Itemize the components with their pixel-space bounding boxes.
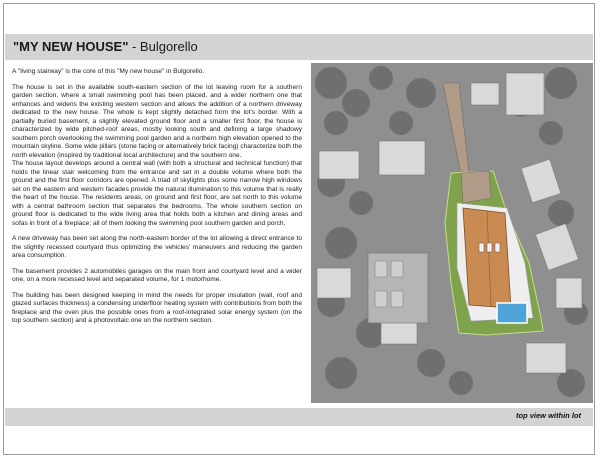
intro-paragraph: A "living stairway" is the core of this "My new house" in Bulgorello.	[12, 68, 205, 75]
aerial-photo	[311, 63, 593, 403]
header-band	[5, 34, 593, 60]
driveway-paragraph: A new driveway has been set along the north-eastern border of the lot allowing a direct entrance to the slightly recessed courtyard thus optimizing the vehicles' maneuvers and reducing the garden area consumption.	[12, 235, 302, 259]
page-title	[13, 39, 198, 54]
site-paragraph: The house is set in the available south-eastern section of the lot leaving room for a southern garden section, where a small swimming pool has been placed, and a wider northern one that enhances and widens the existing western section and allows the addition of a northern driveway dedicated to the new house. The whole is kept slightly detached form the lot's border. With a partially buried basement, a slightly elevated ground floor and a smaller first floor, the house is characterized by wide pitched-roof areas, mostly looking south and defining a large shadowy southern porch overlooking the swimming pool garden and a northern high elevation opened to the mountain skyline. Some wide pillars (stone facing or alternatively brick facing) characterize both the north elevation (inspired by traditional local architecture) and the southern one.	[12, 83, 302, 159]
layout-paragraph: The house layout develops around a central wall (with both a structural and technical function) that holds the linear stair welcoming from the entrance and set in a double volume where both the ground and the first floor corridors are opened. A triad of skylights plus some narrow high windows set on the eastern and western facades provide the natural illumination to this volume that is really the heart of the house. The residents areas, on ground and first floor, are set north to this volume with a central bathroom section that separates the bedrooms. The whole southern section on ground floor is dedicated to the wide living area that holds both a kitchen and dining areas and sofas in front of a fireplace; all of them looking the swimming pool southern garden and porch.	[12, 160, 302, 227]
aerial-site-plan	[311, 63, 593, 403]
energy-paragraph: The building has been designed keeping in mind the needs for proper insulation (wall, roof and glazed surfaces thickness) a condensing underfloor heating system with contributions from both the fireplace and the oven plus the possible ones from a roof-integrated solar energy system (on the top southern section) and a photovoltaic one on the northern section.	[12, 291, 302, 324]
image-caption: top view within lot	[516, 411, 581, 420]
description-text	[12, 68, 302, 408]
footer-band	[5, 408, 593, 426]
title-location: - Bulgorello	[128, 39, 198, 54]
title-main: "MY NEW HOUSE"	[13, 39, 129, 54]
basement-paragraph: The basement provides 2 automobiles garages on the main front and courtyard level and a wider one, on a more recessed level and separated volume, for 1 motorhome.	[12, 267, 302, 283]
